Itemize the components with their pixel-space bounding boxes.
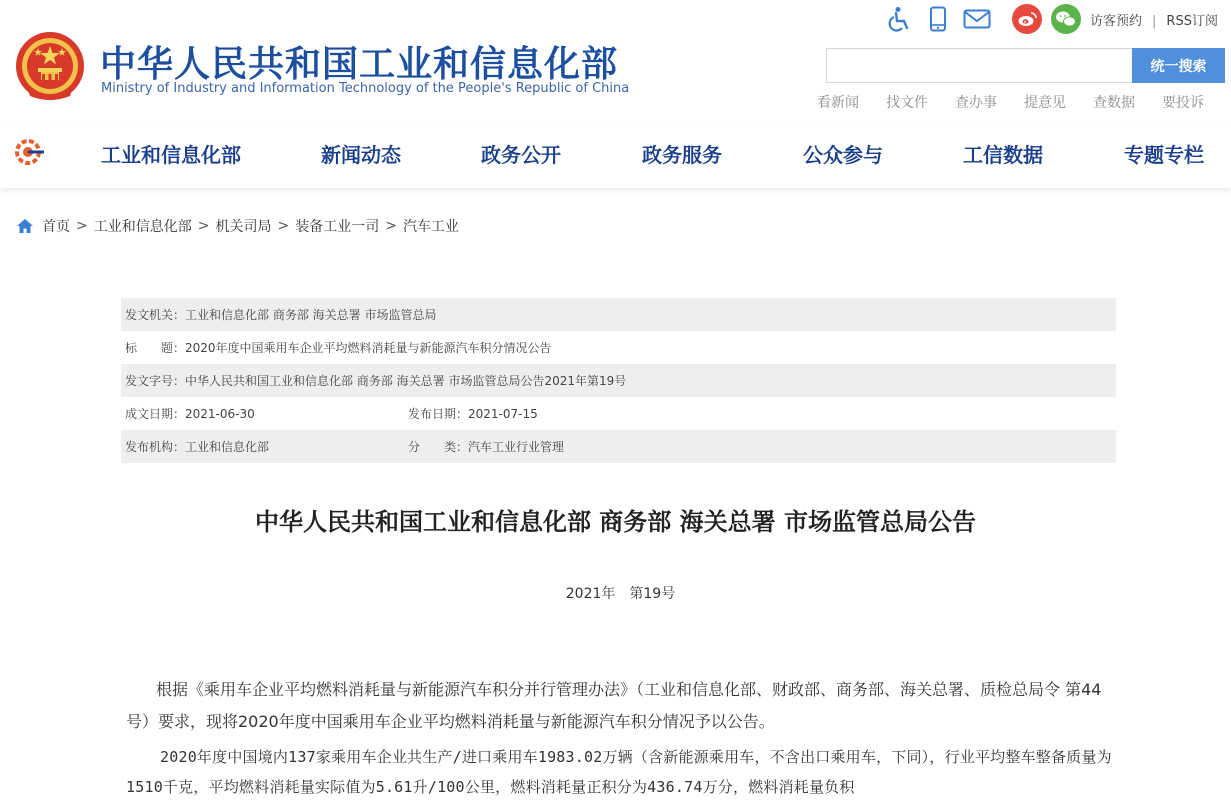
search-button[interactable]: 统一搜索 — [1132, 48, 1225, 83]
info-row-issuer — [121, 298, 1116, 331]
national-emblem-icon[interactable] — [14, 30, 86, 102]
nav-item-participation[interactable]: 公众参与 — [803, 143, 883, 167]
issuer-label: 发文机关： — [125, 308, 186, 322]
mobile-icon[interactable] — [923, 4, 953, 34]
category-label: 分 类： — [408, 440, 469, 454]
breadcrumb-separator: > — [76, 218, 88, 234]
article-title: 中华人民共和国工业和信息化部 商务部 海关总署 市场监管总局公告 — [254, 508, 977, 536]
breadcrumb-separator: > — [197, 218, 210, 234]
nav-item-gov-affairs[interactable]: 政务公开 — [481, 143, 561, 167]
breadcrumb-ministry[interactable]: 工业和信息化部 — [93, 219, 192, 235]
site-title-cn[interactable]: 中华人民共和国工业和信息化部 — [100, 44, 619, 85]
date-published-group — [408, 405, 538, 422]
quick-link-feedback[interactable]: 提意见 — [1024, 95, 1066, 111]
nav-item-data[interactable]: 工信数据 — [963, 143, 1043, 167]
date-published-label: 发布日期： — [408, 407, 469, 421]
info-row-title — [121, 331, 1116, 364]
date-written-value: 2021-06-30 — [185, 406, 255, 421]
article-doc-number: 2021年 第19号 — [565, 586, 676, 602]
miit-logo-icon[interactable] — [12, 137, 46, 167]
visitor-appointment-link[interactable]: 访客预约 — [1090, 14, 1143, 29]
quick-link-data[interactable]: 查数据 — [1093, 95, 1135, 111]
breadcrumb — [16, 216, 459, 236]
info-row-doc-no — [121, 364, 1116, 397]
main-nav — [0, 125, 1231, 188]
quick-link-news[interactable]: 看新闻 — [817, 95, 859, 111]
breadcrumb-home[interactable]: 首页 — [42, 219, 70, 235]
quick-link-files[interactable]: 找文件 — [886, 95, 928, 111]
breadcrumb-separator: > — [277, 218, 290, 234]
doc-no-value: 中华人民共和国工业和信息化部 商务部 海关总署 市场监管总局公告2021年第19号 — [185, 374, 627, 388]
document-info-table — [121, 298, 1116, 463]
quick-link-services[interactable]: 查办事 — [955, 95, 997, 111]
breadcrumb-equipment-dept[interactable]: 装备工业一司 — [295, 219, 380, 235]
info-row-publisher — [121, 430, 1116, 463]
site-header — [0, 0, 1231, 125]
accessibility-icon[interactable] — [884, 4, 914, 34]
article-paragraph: 2020年度中国境内137家乘用车企业共生产/进口乘用车1983.02万辆（含新能源乘用车，不含出口乘用车，下同），行业平均整车整备质量为1510千克，平均燃料消耗量实际值为5.61升/100公里，燃料消耗量正积分为436.74万分，燃料消耗量负积 — [126, 748, 1112, 796]
rss-link[interactable]: RSS订阅 — [1166, 14, 1218, 29]
top-links — [1090, 10, 1218, 29]
breadcrumb-separator: > — [385, 218, 397, 234]
title-value: 2020年度中国乘用车企业平均燃料消耗量与新能源汽车积分情况公告 — [185, 341, 552, 355]
weibo-icon[interactable] — [1012, 4, 1042, 34]
breadcrumb-departments[interactable]: 机关司局 — [215, 219, 272, 235]
nav-item-topics[interactable]: 专题专栏 — [1124, 143, 1204, 167]
wechat-icon[interactable] — [1051, 4, 1081, 34]
issuer-value: 工业和信息化部 商务部 海关总署 市场监管总局 — [185, 308, 437, 322]
category-value: 汽车工业行业管理 — [468, 440, 565, 454]
date-published-value: 2021-07-15 — [468, 407, 538, 421]
doc-no-label: 发文字号： — [125, 374, 186, 388]
top-icon-bar — [884, 4, 1090, 34]
info-row-dates — [121, 397, 1116, 430]
title-label: 标 题： — [125, 341, 186, 355]
quick-link-complaint[interactable]: 要投诉 — [1162, 95, 1204, 111]
nav-item-ministry[interactable]: 工业和信息化部 — [101, 143, 241, 167]
breadcrumb-auto-industry[interactable]: 汽车工业 — [402, 219, 459, 235]
article-paragraph: 根据《乘用车企业平均燃料消耗量与新能源汽车积分并行管理办法》（工业和信息化部、财政部、商务部、海关总署、质检总局令 第44号）要求，现将2020年度中国乘用车企业平均燃料消耗量与新能源汽车积分情况予以公告。 — [126, 680, 1102, 731]
mail-icon[interactable] — [962, 4, 992, 34]
category-group — [408, 438, 564, 455]
date-written-label: 成文日期： — [125, 407, 186, 421]
nav-item-services[interactable]: 政务服务 — [642, 143, 722, 167]
publisher-label: 发布机构： — [125, 440, 186, 454]
quick-links — [817, 92, 1204, 112]
top-link-separator: | — [1152, 14, 1157, 29]
home-icon[interactable] — [16, 218, 34, 234]
site-title-en[interactable]: Ministry of Industry and Information Technology of the People's Republic of China — [101, 81, 630, 96]
nav-item-news[interactable]: 新闻动态 — [321, 143, 401, 167]
search-input[interactable] — [826, 48, 1132, 83]
publisher-value: 工业和信息化部 — [185, 440, 270, 454]
